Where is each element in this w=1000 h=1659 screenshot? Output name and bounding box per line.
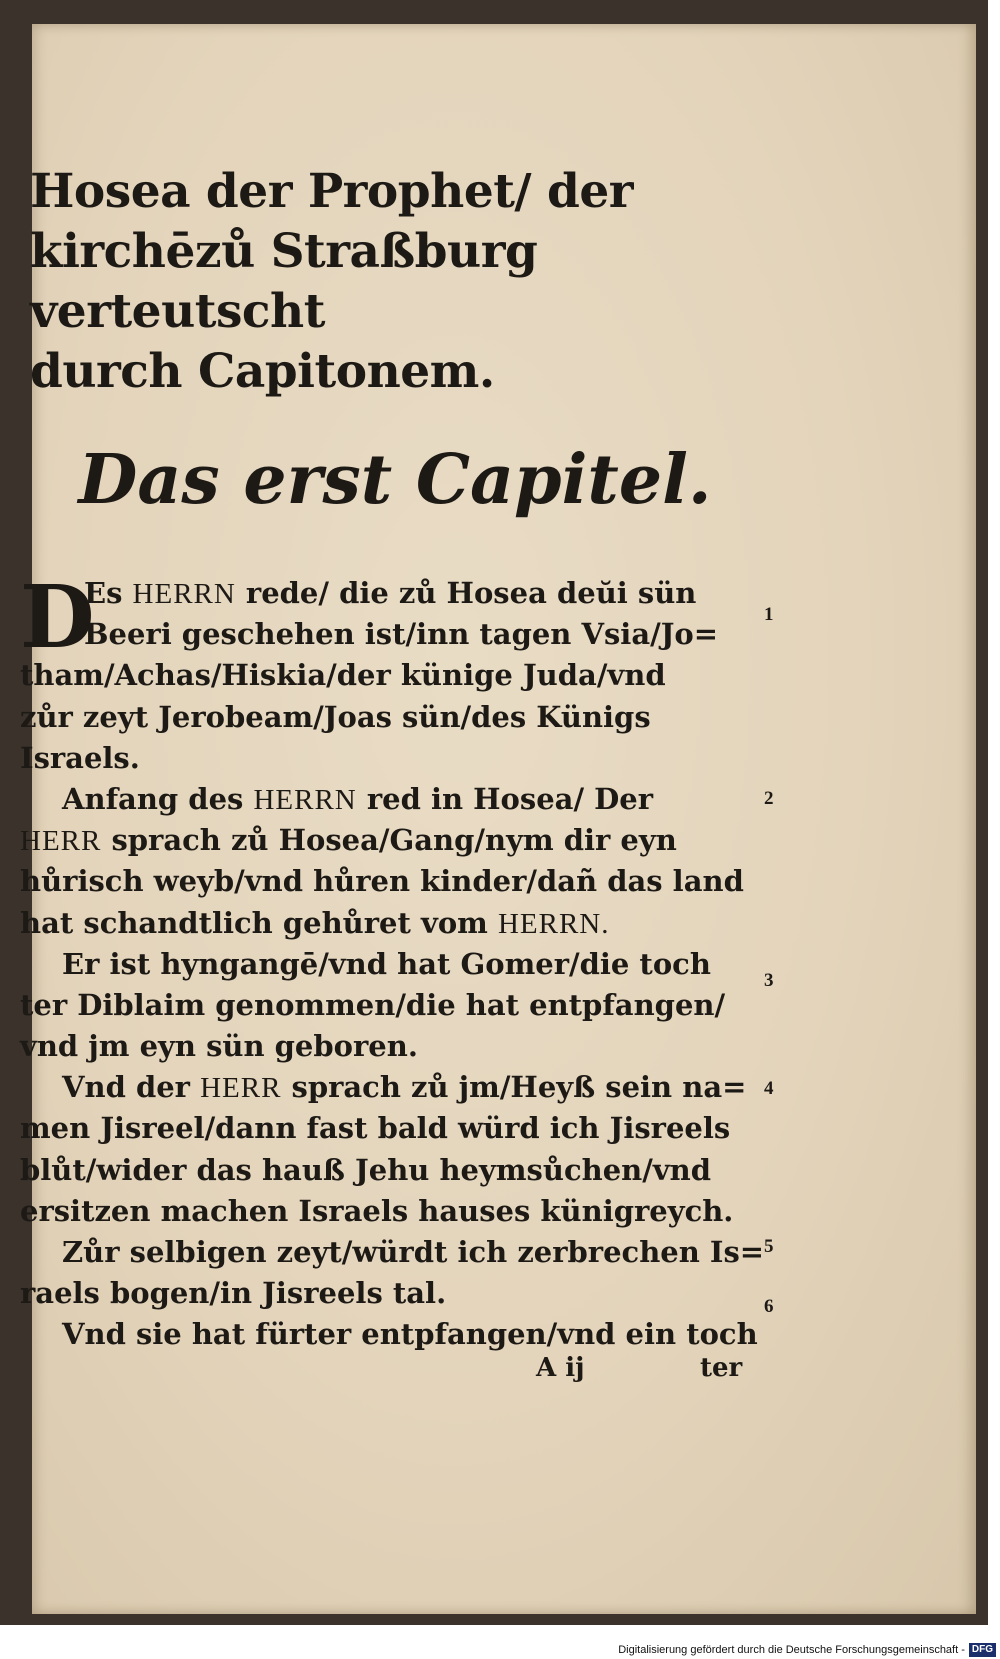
text-run: HERRN [253, 783, 357, 816]
body-text [20, 567, 765, 1356]
text-line [20, 573, 760, 614]
text-run: rede/ die zů Hosea deŭi sün [235, 576, 697, 610]
page-title [30, 162, 790, 402]
digitization-credit [600, 1640, 996, 1659]
text-line: raels bogen/in Jisreels tal. [20, 1276, 447, 1311]
text-line: tham/Achas/Hiskia/der künige Juda/vnd [20, 658, 666, 693]
text-line: ersitzen machen Israels hauses künigreych. [20, 1193, 734, 1228]
verse-number: 5 [764, 1236, 774, 1257]
drop-cap: D [20, 567, 95, 668]
text-run: Vnd der [62, 1070, 201, 1105]
text-run: Anfang des [62, 781, 254, 816]
text-run: hat schandtlich gehůret vom [20, 905, 498, 940]
credit-text: Digitalisierung gefördert durch die Deutsche Forschungsgemeinschaft - [618, 1643, 965, 1656]
title-line: Hosea der Prophet/ der [30, 164, 633, 219]
text-line: vnd jm eyn sün geboren. [20, 1029, 418, 1064]
text-run: HERRN [132, 578, 236, 610]
text-line: hůrisch weyb/vnd hůren kinder/dañ das land [20, 864, 744, 899]
text-run: red in Hosea/ Der [356, 781, 654, 816]
text-line [20, 779, 760, 820]
text-run: sprach zů Hosea/Gang/nym dir eyn [101, 823, 677, 858]
text-line: Zůr selbigen zeyt/würdt ich zerbrechen Is= [62, 1235, 765, 1269]
text-line: Beeri geschehen ist/inn tagen Vsia/Jo= [84, 617, 719, 652]
text-line: Israels. [20, 740, 140, 775]
text-line: Vnd sie hat fürter entpfangen/vnd ein toch [62, 1317, 758, 1352]
verse-number: 6 [764, 1296, 774, 1317]
title-line: durch Capitonem. [30, 344, 495, 399]
text-line [20, 903, 760, 944]
text-run: HERR [200, 1072, 282, 1105]
verse-number: 2 [764, 788, 774, 809]
text-run: Es [84, 576, 133, 610]
signature-mark: A ij [536, 1353, 585, 1383]
text-line [20, 1067, 760, 1108]
catchword: ter [700, 1353, 743, 1383]
text-line: blůt/wider das hauß Jehu heymsůchen/vnd [20, 1152, 712, 1187]
text-run: HERRN. [497, 907, 610, 940]
title-line: kirchēzů Straßburg verteutscht [30, 224, 538, 339]
verse-number: 3 [764, 970, 774, 991]
text-line: Er ist hyngangē/vnd hat Gomer/die toch [62, 946, 711, 981]
text-run: sprach zů jm/Heyß sein na= [281, 1070, 747, 1105]
text-line: ter Diblaim genommen/die hat entpfangen/ [20, 987, 726, 1022]
verse-number: 1 [764, 604, 774, 625]
chapter-heading: Das erst Capitel. [78, 440, 712, 520]
text-run: HERR [20, 825, 102, 858]
verse-number: 4 [764, 1078, 774, 1099]
dfg-logo: DFG [969, 1643, 996, 1657]
text-line: zůr zeyt Jerobeam/Joas sün/des Künigs [20, 699, 651, 734]
text-line [20, 820, 760, 861]
text-line: men Jisreel/dann fast bald würd ich Jisreels [20, 1111, 731, 1146]
